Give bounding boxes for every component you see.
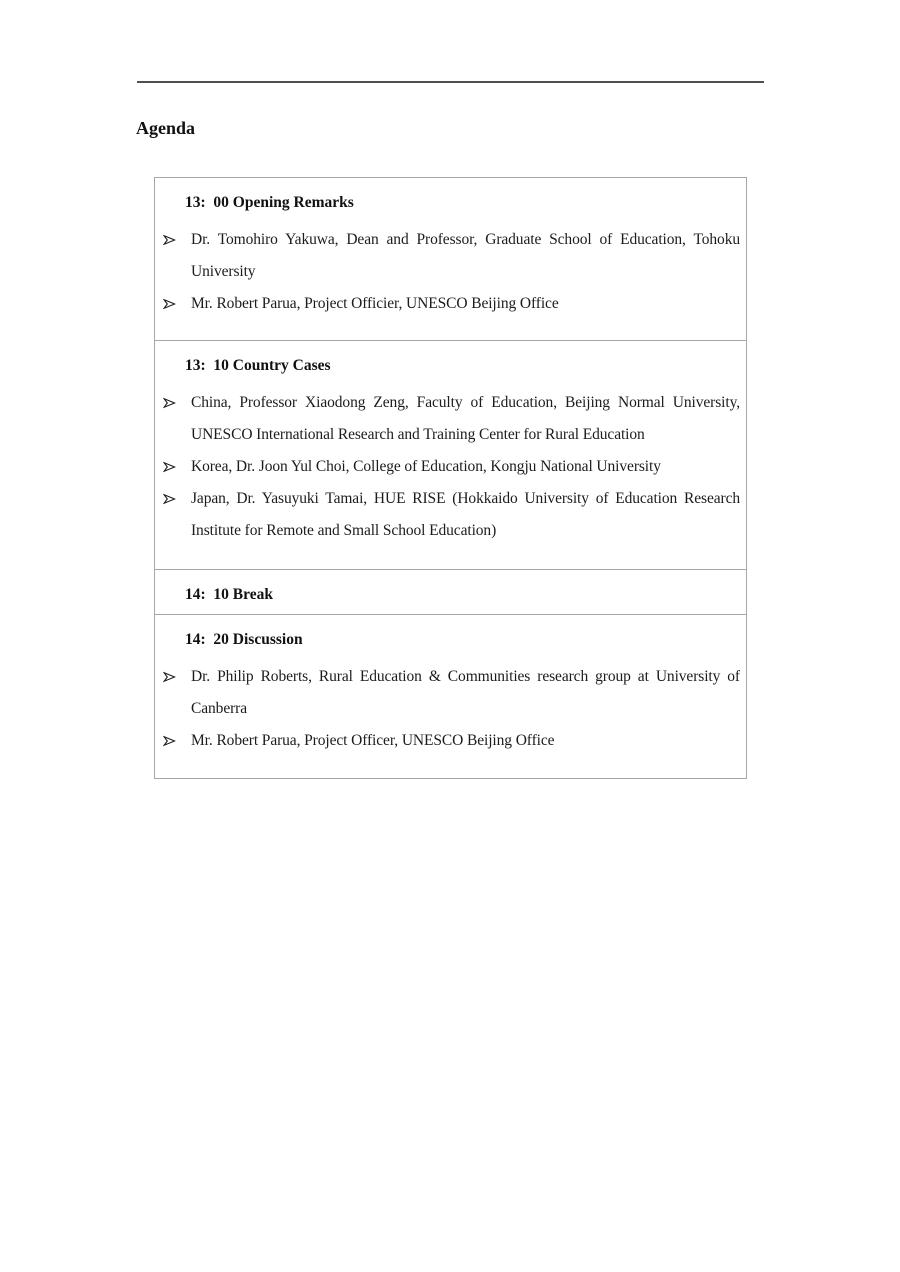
agenda-item-text: Mr. Robert Parua, Project Officier, UNESCO Beijing Office xyxy=(191,295,559,312)
list-item xyxy=(191,224,740,288)
session-row-discussion xyxy=(155,615,747,779)
agenda-item-text: China, Professor Xiaodong Zeng, Faculty of Education, Beijing Normal University, UNESCO International Research and Training Center for Rural Education xyxy=(191,394,740,443)
list-item xyxy=(191,483,740,547)
session-cell xyxy=(155,570,747,615)
list-item xyxy=(191,387,740,451)
page-title: Agenda xyxy=(136,118,196,138)
arrowhead-bullet-icon xyxy=(163,234,176,246)
list-item xyxy=(191,661,740,725)
agenda-table xyxy=(154,177,747,779)
agenda-item-text: Mr. Robert Parua, Project Officer, UNESCO Beijing Office xyxy=(191,732,555,749)
session-row-break xyxy=(155,570,747,615)
arrowhead-bullet-icon xyxy=(163,461,176,473)
session-time-title: 13: 10 Country Cases xyxy=(185,357,331,374)
session-item-list xyxy=(155,224,741,320)
session-time-title: 14: 20 Discussion xyxy=(185,631,303,648)
agenda-item-text: Dr. Philip Roberts, Rural Education & Communities research group at University of Canberra xyxy=(191,668,740,717)
arrowhead-bullet-icon xyxy=(163,735,176,747)
agenda-table-body xyxy=(155,178,747,779)
arrowhead-bullet-icon xyxy=(163,298,176,310)
session-time-title: 13: 00 Opening Remarks xyxy=(185,194,354,211)
agenda-item-text: Dr. Tomohiro Yakuwa, Dean and Professor, Graduate School of Education, Tohoku University xyxy=(191,231,740,280)
header-rule xyxy=(137,81,764,83)
agenda-item-text: Korea, Dr. Joon Yul Choi, College of Education, Kongju National University xyxy=(191,458,661,475)
session-cell xyxy=(155,178,747,341)
list-item xyxy=(191,451,740,483)
session-cell xyxy=(155,615,747,779)
session-row-country-cases xyxy=(155,341,747,570)
arrowhead-bullet-icon xyxy=(163,397,176,409)
list-item xyxy=(191,725,740,757)
session-item-list xyxy=(155,387,741,547)
session-row-opening-remarks xyxy=(155,178,747,341)
list-item xyxy=(191,288,740,320)
arrowhead-bullet-icon xyxy=(163,671,176,683)
session-item-list xyxy=(155,661,741,757)
agenda-item-text: Japan, Dr. Yasuyuki Tamai, HUE RISE (Hokkaido University of Education Research Institute for Remote and Small School Education) xyxy=(191,490,740,539)
session-cell xyxy=(155,341,747,570)
session-time-title: 14: 10 Break xyxy=(185,586,273,603)
arrowhead-bullet-icon xyxy=(163,493,176,505)
